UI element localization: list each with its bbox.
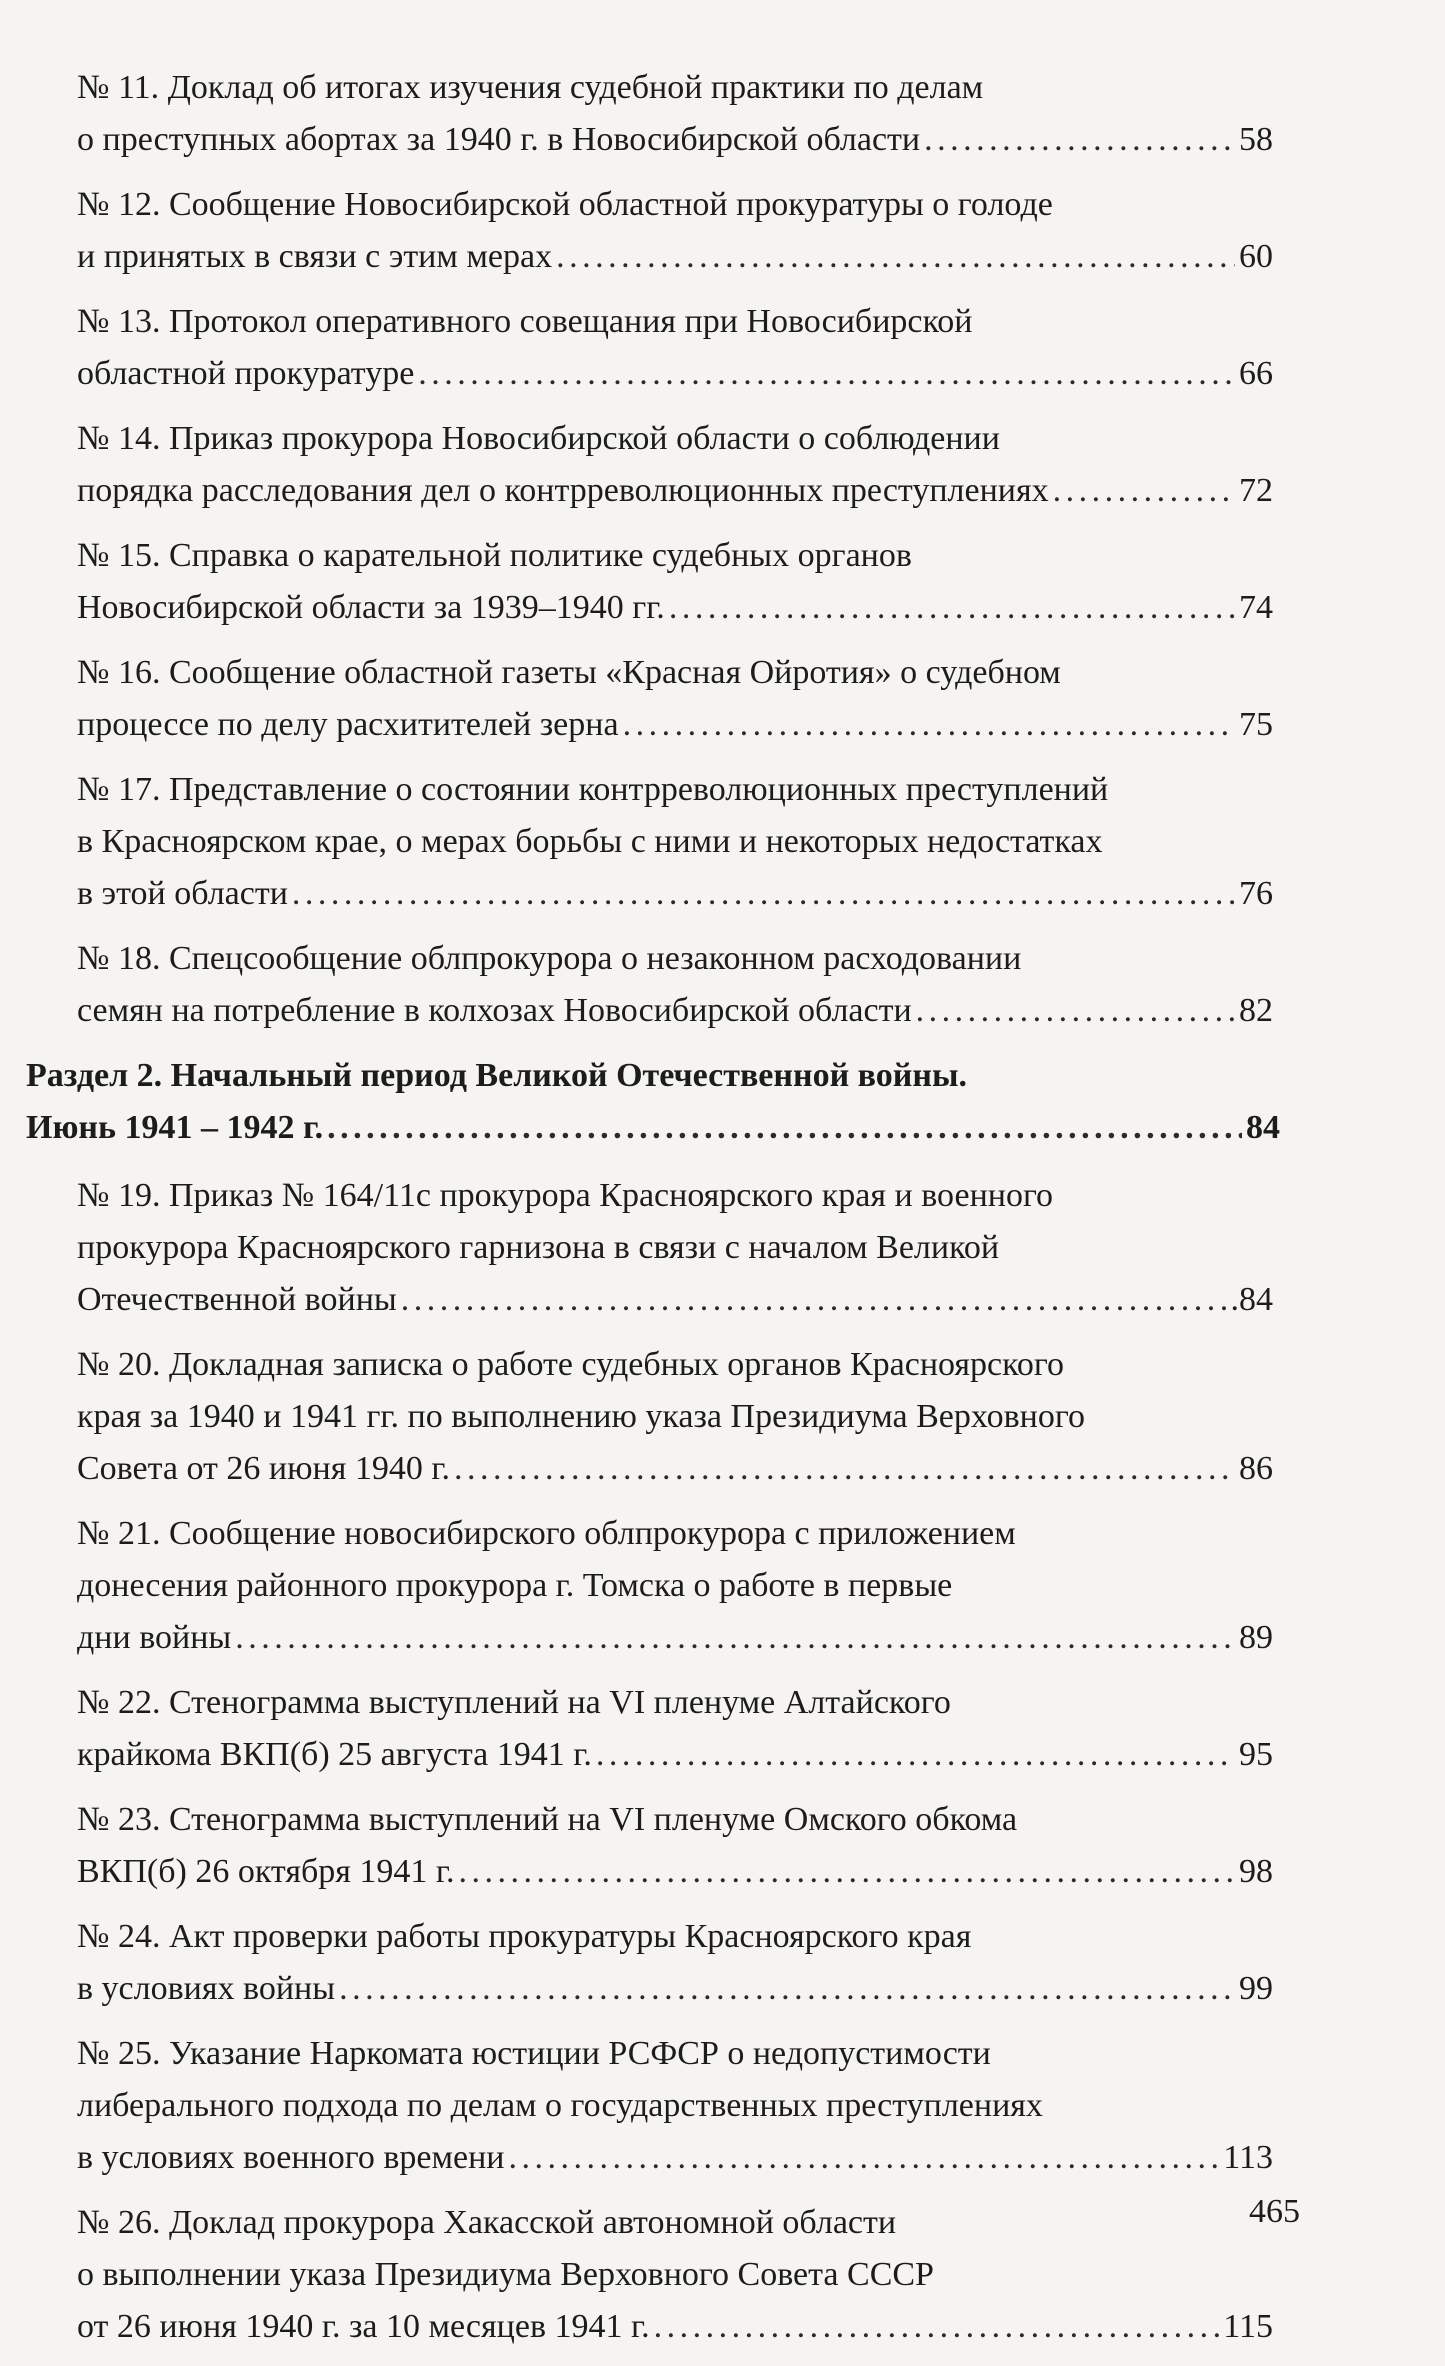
toc-entry-text: Доклад прокурора Хакасской автономной области	[168, 2204, 897, 2241]
toc-entry-page: 98	[1239, 1853, 1273, 1890]
toc-entry-page: 95	[1239, 1736, 1273, 1773]
toc-entry-line	[0, 2301, 1273, 2353]
toc-entry-text: в условиях войны	[77, 1970, 336, 2007]
toc-entry	[0, 530, 1445, 634]
toc-entry-line	[0, 1560, 1273, 1612]
toc-entry-text: Новосибирской области за 1939–1940 гг.	[77, 589, 665, 626]
toc-entry	[0, 1508, 1445, 1664]
toc-entry-line	[0, 114, 1273, 166]
toc-entry-line	[0, 62, 1273, 114]
toc-entry-text: дни войны	[77, 1619, 232, 1656]
toc-entry-text: Докладная записка о работе судебных органов Красноярского	[168, 1346, 1065, 1383]
toc-entry-line	[0, 647, 1273, 699]
toc-entry-number: № 19.	[77, 1177, 161, 1214]
toc-entry-number: № 25.	[77, 2035, 161, 2072]
toc-entry	[0, 413, 1445, 517]
toc-entry-text: от 26 июня 1940 г. за 10 месяцев 1941 г.	[77, 2308, 650, 2345]
toc-entry-line	[0, 1170, 1273, 1222]
dot-leader	[459, 1846, 1235, 1898]
toc-entry-text: либерального подхода по делам о государственных преступлениях	[77, 2087, 1043, 2124]
toc-entry-text: Протокол оперативного совещания при Новосибирской	[168, 303, 973, 340]
section-heading	[0, 1050, 1445, 1154]
toc-entry-page: 113	[1223, 2139, 1273, 2176]
toc-entry-text: в Красноярском крае, о мерах борьбы с ними и некоторых недостатках	[77, 823, 1103, 860]
toc-entry-text: Спецсообщение облпрокурора о незаконном расходовании	[168, 940, 1022, 977]
toc-entry	[0, 1339, 1445, 1495]
toc-entry-number: № 17.	[77, 771, 161, 808]
toc-entry-number: № 13.	[77, 303, 161, 340]
toc-entry-line	[0, 1963, 1273, 2015]
section-heading-text: Раздел 2. Начальный период Великой Отечественной войны.	[26, 1057, 968, 1094]
toc-entry-text: и принятых в связи с этим мерах	[77, 238, 553, 275]
dot-leader	[339, 1963, 1235, 2015]
dot-leader	[623, 699, 1235, 751]
toc-entry-text: семян на потребление в колхозах Новосибирской области	[77, 992, 912, 1029]
toc-entry-line	[0, 2080, 1273, 2132]
toc-entry	[0, 1170, 1445, 1326]
toc-entry-text: Сообщение областной газеты «Красная Ойротия» о судебном	[168, 654, 1061, 691]
toc-entry-line	[0, 868, 1273, 920]
toc-entry-text: Акт проверки работы прокуратуры Красноярского края	[168, 1918, 972, 1955]
dot-leader	[418, 348, 1235, 400]
dot-leader	[596, 1729, 1235, 1781]
toc-entry-line	[0, 2197, 1273, 2249]
dot-leader	[292, 868, 1235, 920]
toc-entry-text: ВКП(б) 26 октября 1941 г.	[77, 1853, 455, 1890]
toc-entry-page: 115	[1223, 2308, 1273, 2345]
toc-entry-line	[0, 1222, 1273, 1274]
dot-leader	[669, 582, 1235, 634]
dot-leader	[1053, 465, 1235, 517]
toc-entry-page: 60	[1239, 238, 1273, 275]
toc-entry-line	[0, 2249, 1273, 2301]
toc-entry-page: 99	[1239, 1970, 1273, 2007]
toc-entry-text: Сообщение Новосибирской областной прокуратуры о голоде	[168, 186, 1053, 223]
toc-entry-text: Указание Наркомата юстиции РСФСР о недопустимости	[168, 2035, 991, 2072]
toc-entry-page: 89	[1239, 1619, 1273, 1656]
toc-entry-text: Отечественной войны	[77, 1281, 397, 1318]
toc-entry	[0, 2028, 1445, 2184]
dot-leader	[508, 2132, 1219, 2184]
toc-entry-line	[0, 1443, 1273, 1495]
dot-leader	[556, 231, 1235, 283]
toc-entry-line	[0, 1612, 1273, 1664]
toc-entry-line	[0, 2028, 1273, 2080]
toc-entry-number: № 14.	[77, 420, 161, 457]
toc-entry-page: 74	[1239, 589, 1273, 626]
toc-entry-line	[0, 985, 1273, 1037]
toc-entry-number: № 24.	[77, 1918, 161, 1955]
toc-entry-line	[0, 530, 1273, 582]
toc-entry-number: № 15.	[77, 537, 161, 574]
toc-entry-line	[0, 465, 1273, 517]
toc-entry-line	[0, 179, 1273, 231]
dot-leader	[327, 1102, 1242, 1154]
toc-entry-page: .84	[1230, 1281, 1273, 1318]
toc-entry-line	[0, 348, 1273, 400]
dot-leader	[454, 1443, 1235, 1495]
toc-entry-line	[0, 1677, 1273, 1729]
dot-leader	[654, 2301, 1220, 2353]
toc-entry-number: № 22.	[77, 1684, 161, 1721]
page-number: 465	[1249, 2193, 1300, 2230]
toc-entry-text: Стенограмма выступлений на VI пленуме Омского обкома	[168, 1801, 1018, 1838]
toc-entry	[0, 62, 1445, 166]
toc-entry-text: донесения районного прокурора г. Томска о работе в первые	[77, 1567, 953, 1604]
dot-leader	[235, 1612, 1235, 1664]
toc-entry	[0, 647, 1445, 751]
toc-entry-line	[0, 1846, 1273, 1898]
toc-entry-text: процессе по делу расхитителей зерна	[77, 706, 619, 743]
toc-items-before-section	[0, 62, 1445, 1037]
toc-entry-line	[0, 296, 1273, 348]
dot-leader	[401, 1274, 1227, 1326]
toc-entry-text: в условиях военного времени	[77, 2139, 505, 2176]
toc-entry-line	[0, 1729, 1273, 1781]
toc-entry-line	[0, 2132, 1273, 2184]
toc-entry	[0, 2197, 1445, 2353]
toc-entry-number: № 12.	[77, 186, 161, 223]
toc-entry	[0, 764, 1445, 920]
toc-entry-text: Приказ прокурора Новосибирской области о соблюдении	[168, 420, 1000, 457]
toc-entry	[0, 1911, 1445, 2015]
toc-entry-text: в этой области	[77, 875, 288, 912]
toc-entry-line	[0, 1508, 1273, 1560]
section-heading-line	[0, 1050, 1280, 1102]
toc-entry	[0, 933, 1445, 1037]
toc-entry-page: 58	[1239, 121, 1273, 158]
table-of-contents	[0, 62, 1445, 2366]
toc-entry-line	[0, 816, 1273, 868]
toc-entry-line	[0, 699, 1273, 751]
toc-entry-line	[0, 1391, 1273, 1443]
toc-entry-text: Представление о состоянии контрреволюционных преступлений	[168, 771, 1109, 808]
toc-entry-text: порядка расследования дел о контрреволюционных преступлениях	[77, 472, 1049, 509]
toc-entry-page: 86	[1239, 1450, 1273, 1487]
toc-entry-number: № 18.	[77, 940, 161, 977]
toc-entry-text: о преступных абортах за 1940 г. в Новосибирской области	[77, 121, 921, 158]
dot-leader	[924, 114, 1235, 166]
toc-entry-number: № 20.	[77, 1346, 161, 1383]
toc-entry-line	[0, 764, 1273, 816]
toc-entry-page: 82	[1239, 992, 1273, 1029]
toc-entry-text: прокурора Красноярского гарнизона в связи с началом Великой	[77, 1229, 1000, 1266]
toc-entry-line	[0, 413, 1273, 465]
toc-entry-number: № 21.	[77, 1515, 161, 1552]
toc-entry-text: Совета от 26 июня 1940 г.	[77, 1450, 450, 1487]
toc-entry-number: № 26.	[77, 2204, 161, 2241]
toc-entry-text: областной прокуратуре	[77, 355, 415, 392]
toc-entry	[0, 1794, 1445, 1898]
toc-entry-page: 66	[1239, 355, 1273, 392]
toc-entry-line	[0, 1339, 1273, 1391]
toc-entry-line	[0, 1911, 1273, 1963]
toc-entry-text: края за 1940 и 1941 гг. по выполнению указа Президиума Верховного	[77, 1398, 1085, 1435]
toc-entry-text: Сообщение новосибирского облпрокурора с приложением	[168, 1515, 1016, 1552]
toc-entry-line	[0, 1794, 1273, 1846]
toc-entry-page: 75	[1239, 706, 1273, 743]
toc-entry-page: 76	[1239, 875, 1273, 912]
toc-entry-text: Доклад об итогах изучения судебной практики по делам	[167, 69, 984, 106]
toc-entry-text: крайкома ВКП(б) 25 августа 1941 г.	[77, 1736, 592, 1773]
section-page-number: 84	[1246, 1109, 1280, 1146]
toc-items-after-section	[0, 1170, 1445, 2353]
section-heading-line	[0, 1102, 1280, 1154]
toc-entry-number: № 11.	[77, 69, 160, 106]
toc-entry-number: № 23.	[77, 1801, 161, 1838]
toc-entry-text: Справка о карательной политике судебных органов	[168, 537, 912, 574]
toc-entry	[0, 179, 1445, 283]
section-heading-text: Июнь 1941 – 1942 г.	[26, 1109, 324, 1146]
toc-entry-line	[0, 933, 1273, 985]
toc-entry-page: 72	[1239, 472, 1273, 509]
dot-leader	[916, 985, 1235, 1037]
toc-entry-line	[0, 1274, 1273, 1326]
toc-entry-text: Стенограмма выступлений на VI пленуме Алтайского	[168, 1684, 951, 1721]
toc-entry-line	[0, 231, 1273, 283]
toc-entry-text: Приказ № 164/11с прокурора Красноярского края и военного	[168, 1177, 1054, 1214]
toc-entry-number: № 16.	[77, 654, 161, 691]
toc-entry	[0, 1677, 1445, 1781]
toc-entry-line	[0, 582, 1273, 634]
toc-entry	[0, 296, 1445, 400]
toc-entry-text: о выполнении указа Президиума Верховного Совета СССР	[77, 2256, 934, 2293]
